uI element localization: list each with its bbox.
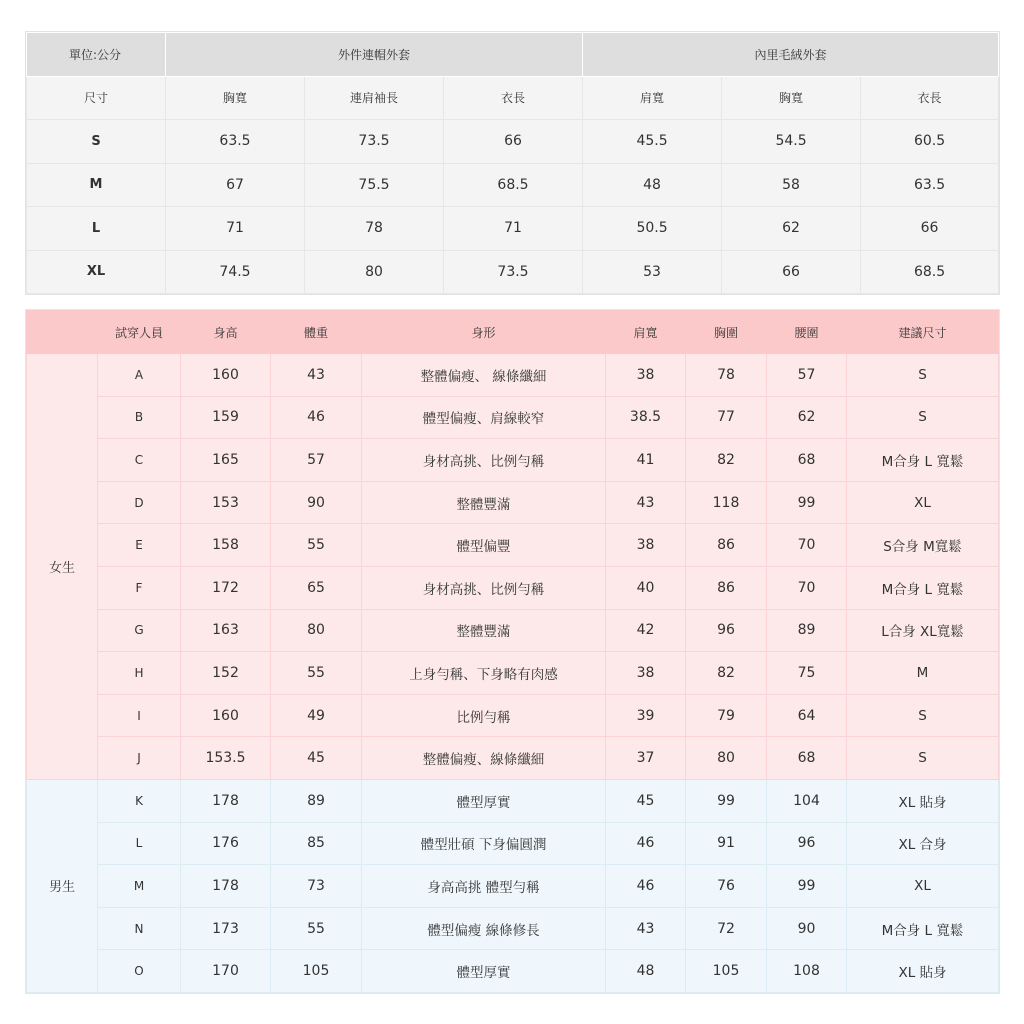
size-label: XL: [27, 250, 166, 294]
waist-cell: 68: [767, 439, 847, 482]
group-male-label: 男生: [27, 779, 98, 992]
waist-cell: 99: [767, 481, 847, 524]
suggested-size-cell: S: [847, 396, 999, 439]
col-inner-chest-width: 胸寬: [722, 76, 861, 120]
weight-cell: 90: [271, 481, 362, 524]
shoulder-cell: 42: [606, 609, 686, 652]
col-waist: 腰圍: [767, 311, 847, 354]
shoulder-cell: 38: [606, 652, 686, 695]
height-cell: 160: [181, 694, 271, 737]
size-value-cell: 63.5: [166, 120, 305, 164]
tester-id: O: [98, 950, 181, 993]
col-size: 尺寸: [27, 76, 166, 120]
waist-cell: 104: [767, 779, 847, 822]
tester-id: B: [98, 396, 181, 439]
body-shape-cell: 身高高挑 體型勻稱: [362, 865, 606, 908]
suggested-size-cell: XL: [847, 865, 999, 908]
body-shape-cell: 整體偏瘦、 線條纖細: [362, 354, 606, 397]
size-value-cell: 45.5: [583, 120, 722, 164]
size-value-cell: 73.5: [444, 250, 583, 294]
size-row: [27, 163, 999, 207]
suggested-size-cell: M: [847, 652, 999, 695]
body-shape-cell: 體型偏瘦、肩線較窄: [362, 396, 606, 439]
col-body-shape: 身形: [362, 311, 606, 354]
height-cell: 178: [181, 779, 271, 822]
bust-cell: 86: [686, 524, 767, 567]
size-value-cell: 54.5: [722, 120, 861, 164]
fitting-header-row: [27, 311, 999, 354]
fitting-table: [26, 310, 999, 993]
col-group: [27, 311, 98, 354]
size-value-cell: 66: [722, 250, 861, 294]
bust-cell: 82: [686, 652, 767, 695]
waist-cell: 75: [767, 652, 847, 695]
size-value-cell: 73.5: [305, 120, 444, 164]
weight-cell: 85: [271, 822, 362, 865]
size-label: S: [27, 120, 166, 164]
size-value-cell: 66: [861, 207, 999, 251]
size-label: M: [27, 163, 166, 207]
col-bust: 胸圍: [686, 311, 767, 354]
shoulder-cell: 43: [606, 481, 686, 524]
bust-cell: 118: [686, 481, 767, 524]
size-value-cell: 78: [305, 207, 444, 251]
col-body-length: 衣長: [444, 76, 583, 120]
height-cell: 178: [181, 865, 271, 908]
height-cell: 172: [181, 566, 271, 609]
tester-row: [27, 950, 999, 993]
suggested-size-cell: XL 貼身: [847, 779, 999, 822]
col-shoulder-width: 肩寬: [583, 76, 722, 120]
size-value-cell: 74.5: [166, 250, 305, 294]
col-height: 身高: [181, 311, 271, 354]
shoulder-cell: 45: [606, 779, 686, 822]
tester-id: E: [98, 524, 181, 567]
size-row: [27, 120, 999, 164]
weight-cell: 105: [271, 950, 362, 993]
shoulder-cell: 48: [606, 950, 686, 993]
weight-cell: 55: [271, 907, 362, 950]
bust-cell: 86: [686, 566, 767, 609]
body-shape-cell: 身材高挑、比例勻稱: [362, 566, 606, 609]
bust-cell: 79: [686, 694, 767, 737]
col-tester: 試穿人員: [98, 311, 181, 354]
tester-row: [27, 822, 999, 865]
size-group-header-row: [27, 33, 999, 77]
bust-cell: 105: [686, 950, 767, 993]
weight-cell: 45: [271, 737, 362, 780]
weight-cell: 89: [271, 779, 362, 822]
suggested-size-cell: M合身 L 寬鬆: [847, 566, 999, 609]
size-chart-table: [26, 32, 999, 294]
bust-cell: 72: [686, 907, 767, 950]
tester-id: G: [98, 609, 181, 652]
col-shoulder: 肩寬: [606, 311, 686, 354]
weight-cell: 55: [271, 652, 362, 695]
size-value-cell: 68.5: [861, 250, 999, 294]
shoulder-cell: 46: [606, 865, 686, 908]
suggested-size-cell: M合身 L 寬鬆: [847, 439, 999, 482]
size-value-cell: 66: [444, 120, 583, 164]
tester-row: [27, 609, 999, 652]
tester-id: H: [98, 652, 181, 695]
weight-cell: 73: [271, 865, 362, 908]
body-shape-cell: 上身勻稱、下身略有肉感: [362, 652, 606, 695]
suggested-size-cell: L合身 XL寬鬆: [847, 609, 999, 652]
tester-id: J: [98, 737, 181, 780]
height-cell: 165: [181, 439, 271, 482]
suggested-size-cell: S: [847, 694, 999, 737]
tester-row: [27, 694, 999, 737]
weight-cell: 55: [271, 524, 362, 567]
weight-cell: 80: [271, 609, 362, 652]
size-value-cell: 71: [166, 207, 305, 251]
tester-row: [27, 354, 999, 397]
tester-row: [27, 907, 999, 950]
group-outer-jacket: 外件連帽外套: [166, 33, 583, 77]
bust-cell: 77: [686, 396, 767, 439]
body-shape-cell: 身材高挑、比例勻稱: [362, 439, 606, 482]
tester-id: C: [98, 439, 181, 482]
group-female-label: 女生: [27, 354, 98, 780]
height-cell: 176: [181, 822, 271, 865]
unit-label: 單位:公分: [27, 33, 166, 77]
size-column-header-row: [27, 76, 999, 120]
shoulder-cell: 40: [606, 566, 686, 609]
waist-cell: 70: [767, 524, 847, 567]
suggested-size-cell: S: [847, 737, 999, 780]
col-inner-body-length: 衣長: [861, 76, 999, 120]
size-value-cell: 62: [722, 207, 861, 251]
size-value-cell: 58: [722, 163, 861, 207]
size-value-cell: 71: [444, 207, 583, 251]
group-inner-fleece: 內里毛絨外套: [583, 33, 999, 77]
tester-id: N: [98, 907, 181, 950]
waist-cell: 57: [767, 354, 847, 397]
waist-cell: 90: [767, 907, 847, 950]
tester-row: [27, 737, 999, 780]
height-cell: 173: [181, 907, 271, 950]
suggested-size-cell: S: [847, 354, 999, 397]
bust-cell: 80: [686, 737, 767, 780]
shoulder-cell: 39: [606, 694, 686, 737]
tester-id: K: [98, 779, 181, 822]
size-value-cell: 50.5: [583, 207, 722, 251]
size-value-cell: 48: [583, 163, 722, 207]
shoulder-cell: 46: [606, 822, 686, 865]
col-suggested-size: 建議尺寸: [847, 311, 999, 354]
waist-cell: 68: [767, 737, 847, 780]
body-shape-cell: 體型壯碩 下身偏圓潤: [362, 822, 606, 865]
waist-cell: 89: [767, 609, 847, 652]
tester-id: F: [98, 566, 181, 609]
size-row: [27, 250, 999, 294]
weight-cell: 57: [271, 439, 362, 482]
tester-id: A: [98, 354, 181, 397]
size-label: L: [27, 207, 166, 251]
tester-row: [27, 524, 999, 567]
body-shape-cell: 體型偏瘦 線條修長: [362, 907, 606, 950]
weight-cell: 65: [271, 566, 362, 609]
waist-cell: 99: [767, 865, 847, 908]
height-cell: 159: [181, 396, 271, 439]
waist-cell: 64: [767, 694, 847, 737]
col-weight: 體重: [271, 311, 362, 354]
waist-cell: 62: [767, 396, 847, 439]
col-sleeve-length: 連肩袖長: [305, 76, 444, 120]
suggested-size-cell: XL 合身: [847, 822, 999, 865]
size-value-cell: 67: [166, 163, 305, 207]
size-value-cell: 75.5: [305, 163, 444, 207]
tester-row: [27, 481, 999, 524]
height-cell: 153.5: [181, 737, 271, 780]
size-value-cell: 53: [583, 250, 722, 294]
tester-id: I: [98, 694, 181, 737]
shoulder-cell: 38: [606, 524, 686, 567]
bust-cell: 82: [686, 439, 767, 482]
size-row: [27, 207, 999, 251]
waist-cell: 108: [767, 950, 847, 993]
shoulder-cell: 41: [606, 439, 686, 482]
col-chest-width: 胸寬: [166, 76, 305, 120]
size-value-cell: 60.5: [861, 120, 999, 164]
tester-row: [27, 566, 999, 609]
tester-id: L: [98, 822, 181, 865]
height-cell: 170: [181, 950, 271, 993]
body-shape-cell: 比例勻稱: [362, 694, 606, 737]
shoulder-cell: 43: [606, 907, 686, 950]
bust-cell: 76: [686, 865, 767, 908]
height-cell: 153: [181, 481, 271, 524]
height-cell: 163: [181, 609, 271, 652]
bust-cell: 91: [686, 822, 767, 865]
height-cell: 152: [181, 652, 271, 695]
tester-row: [27, 439, 999, 482]
weight-cell: 49: [271, 694, 362, 737]
body-shape-cell: 整體豐滿: [362, 481, 606, 524]
height-cell: 160: [181, 354, 271, 397]
height-cell: 158: [181, 524, 271, 567]
fitting-table-body: [27, 354, 999, 993]
bust-cell: 78: [686, 354, 767, 397]
body-shape-cell: 體型偏豐: [362, 524, 606, 567]
shoulder-cell: 38.5: [606, 396, 686, 439]
waist-cell: 96: [767, 822, 847, 865]
weight-cell: 46: [271, 396, 362, 439]
suggested-size-cell: S合身 M寬鬆: [847, 524, 999, 567]
size-value-cell: 80: [305, 250, 444, 294]
size-value-cell: 68.5: [444, 163, 583, 207]
suggested-size-cell: XL 貼身: [847, 950, 999, 993]
tester-row: [27, 396, 999, 439]
suggested-size-cell: XL: [847, 481, 999, 524]
body-shape-cell: 體型厚實: [362, 950, 606, 993]
bust-cell: 99: [686, 779, 767, 822]
body-shape-cell: 體型厚實: [362, 779, 606, 822]
shoulder-cell: 38: [606, 354, 686, 397]
tester-row: [27, 865, 999, 908]
size-value-cell: 63.5: [861, 163, 999, 207]
waist-cell: 70: [767, 566, 847, 609]
suggested-size-cell: M合身 L 寬鬆: [847, 907, 999, 950]
body-shape-cell: 整體偏瘦、線條纖細: [362, 737, 606, 780]
weight-cell: 43: [271, 354, 362, 397]
tester-row: [27, 652, 999, 695]
body-shape-cell: 整體豐滿: [362, 609, 606, 652]
bust-cell: 96: [686, 609, 767, 652]
shoulder-cell: 37: [606, 737, 686, 780]
size-table-body: [27, 120, 999, 294]
tester-row: [27, 779, 999, 822]
tester-id: D: [98, 481, 181, 524]
tester-id: M: [98, 865, 181, 908]
